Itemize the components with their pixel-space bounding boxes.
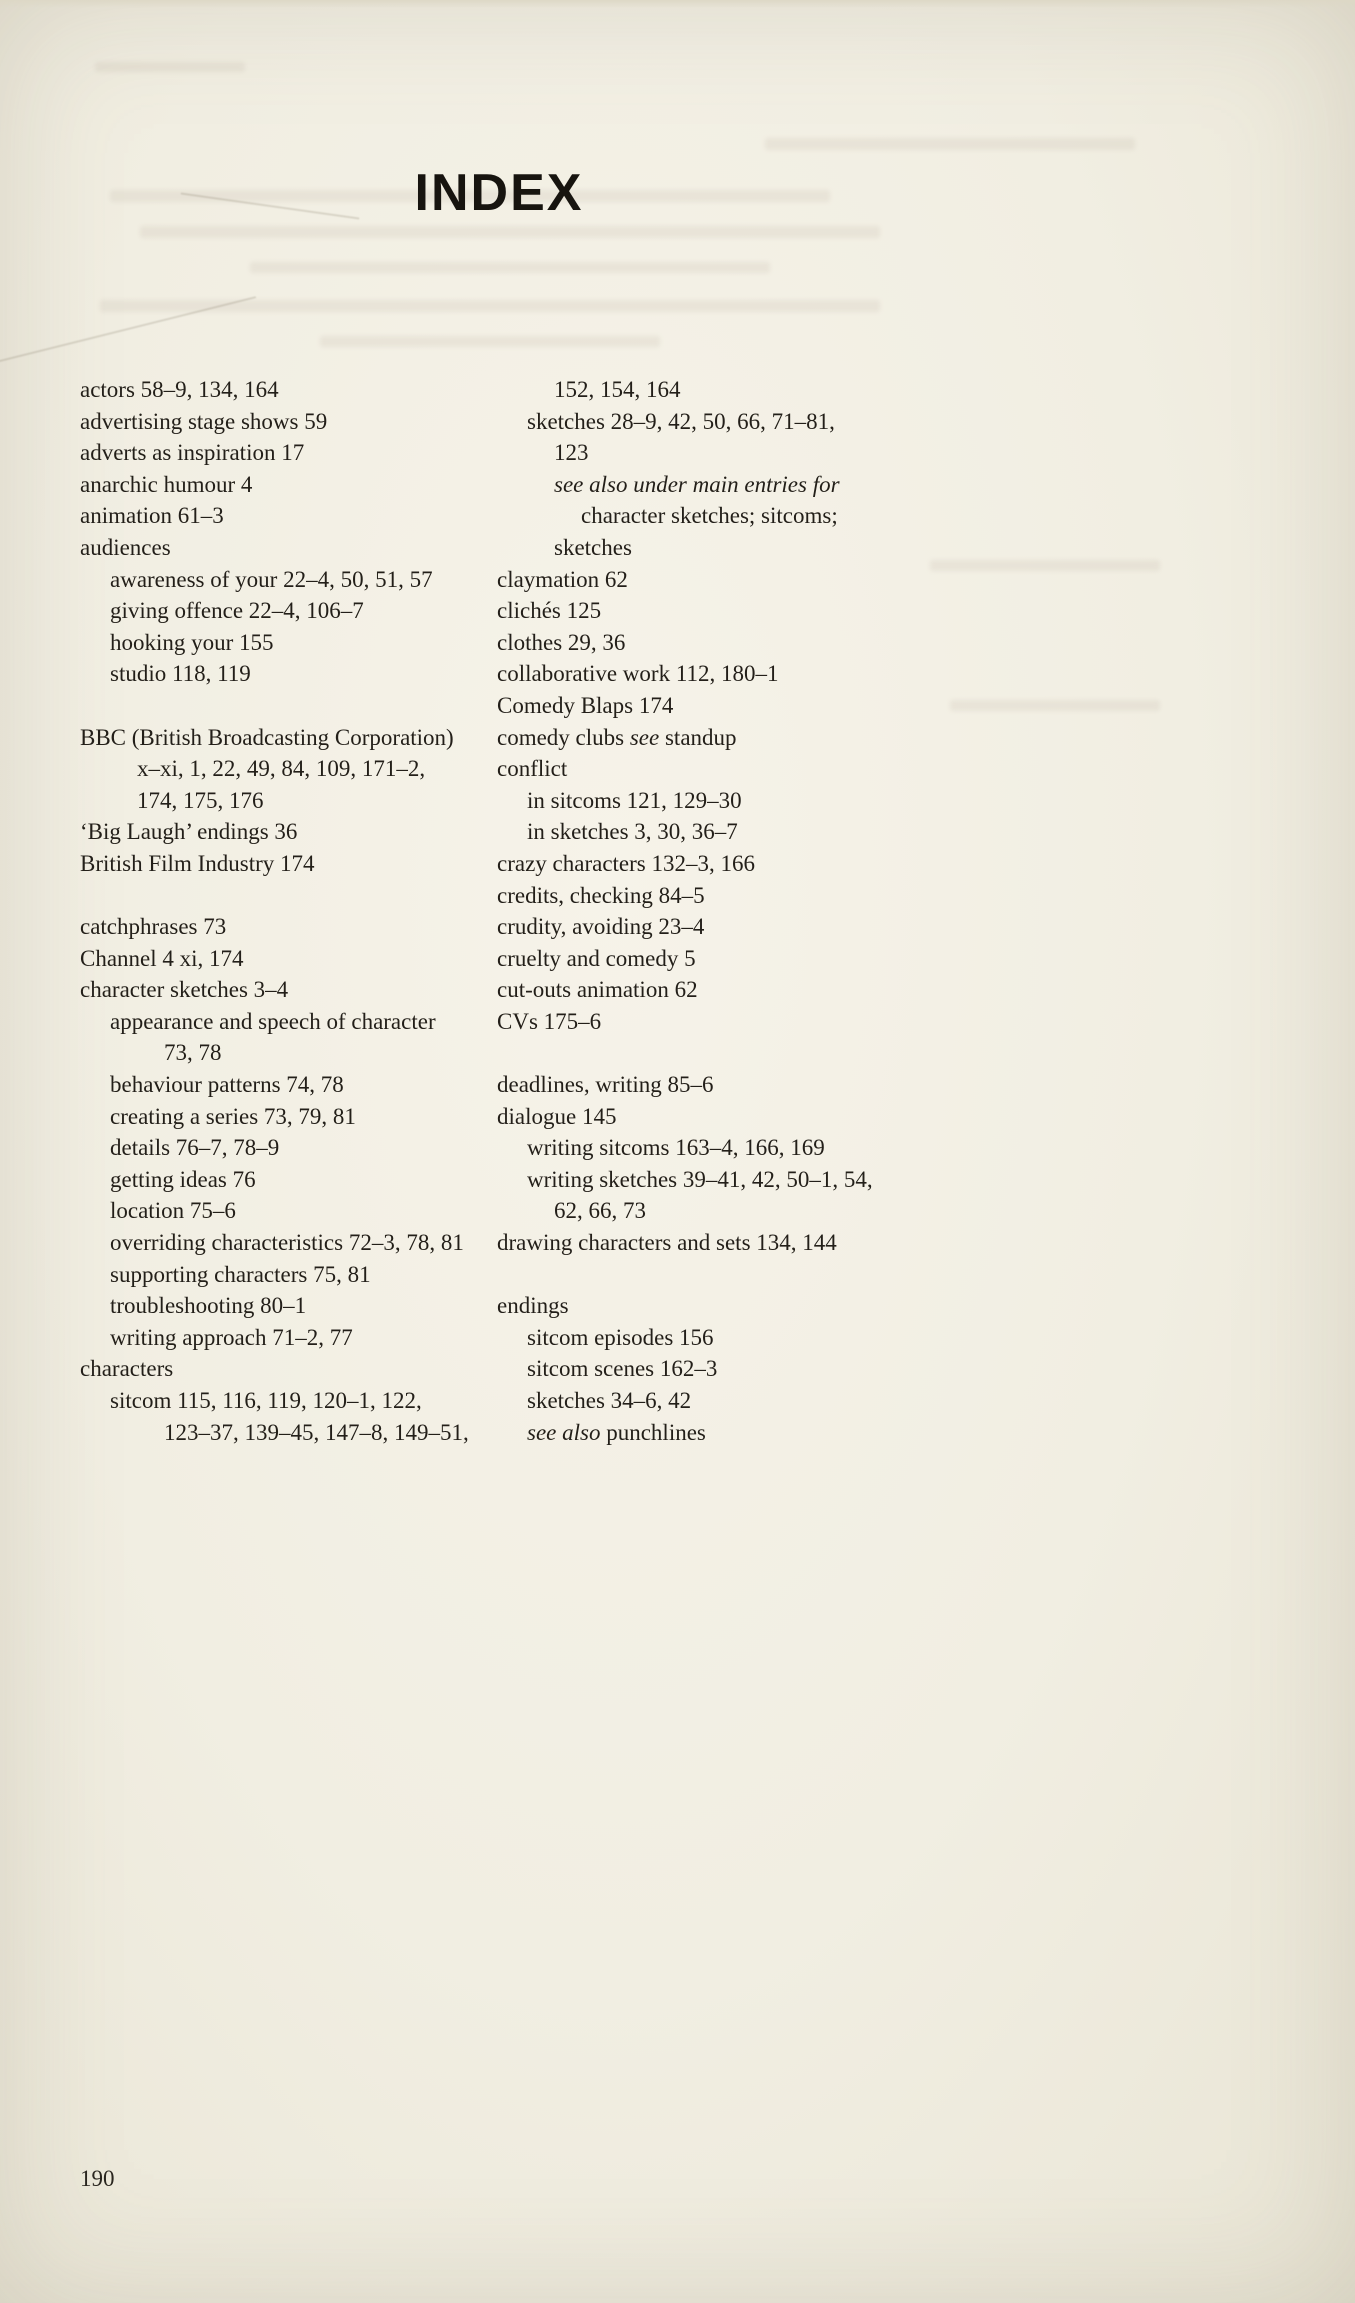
index-entry-text: crazy characters 132–3, 166 [497, 850, 755, 876]
showthrough-mark [930, 560, 1160, 571]
index-entry-text: 152, 154, 164 [554, 377, 681, 402]
index-entry [80, 943, 497, 975]
index-entry-text: overriding characteristics 72–3, 78, 81 [110, 1230, 464, 1256]
index-entry-text: claymation 62 [497, 566, 628, 592]
index-entry [80, 816, 497, 848]
index-entry [497, 722, 925, 754]
index-entry-text: audiences [80, 534, 171, 560]
index-entry [80, 469, 497, 501]
index-entry [497, 627, 925, 659]
index-entry [80, 1037, 497, 1069]
index-entry-text: sitcom scenes 162–3 [527, 1356, 718, 1382]
index-entry-text: adverts as inspiration 17 [80, 440, 305, 466]
index-entry-text: location 75–6 [110, 1198, 236, 1224]
index-entry [80, 1069, 497, 1101]
index-entry-text: studio 118, 119 [110, 661, 251, 687]
index-entry-text: sitcom episodes 156 [527, 1324, 714, 1350]
page-number: 190 [80, 2166, 115, 2191]
index-entry-text: clichés 125 [497, 598, 602, 624]
index-entry-text: 123–37, 139–45, 147–8, 149–51, [164, 1419, 469, 1445]
index-entry [80, 1322, 497, 1354]
index-entry-text: behaviour patterns 74, 78 [110, 1072, 344, 1098]
index-entry [497, 1353, 925, 1385]
index-entry [80, 1259, 497, 1291]
index-entry-text: troubleshooting 80–1 [110, 1293, 307, 1319]
index-entry-text: giving offence 22–4, 106–7 [110, 598, 364, 624]
index-entry [80, 627, 497, 659]
index-entry [497, 564, 925, 596]
index-entry-text: character sketches 3–4 [80, 977, 289, 1003]
index-entry-text-italic: see also [527, 1419, 601, 1445]
index-entry [497, 1101, 925, 1133]
index-entry-text: endings [497, 1293, 569, 1319]
showthrough-mark [950, 700, 1160, 711]
index-entry-text: characters [80, 1356, 174, 1382]
index-entry-text: 62, 66, 73 [554, 1198, 646, 1224]
index-entry [80, 753, 497, 785]
index-entry [80, 500, 497, 532]
index-entry [497, 943, 925, 975]
index-entry-text: credits, checking 84–5 [497, 882, 705, 908]
index-entry [80, 911, 497, 943]
page-title: INDEX [414, 163, 584, 222]
index-entry [497, 406, 925, 438]
index-entry [497, 658, 925, 690]
index-entry-text: animation 61–3 [80, 503, 224, 529]
index-entry-text: sketches 28–9, 42, 50, 66, 71–81, [527, 408, 835, 434]
index-entry [80, 1132, 497, 1164]
index-entry [497, 437, 925, 469]
index-gap [497, 1037, 925, 1069]
index-entry [497, 1417, 925, 1449]
index-entry [80, 722, 497, 754]
index-entry [497, 785, 925, 817]
index-entry-text: clothes 29, 36 [497, 629, 626, 655]
index-left-column [80, 374, 497, 1448]
index-entry [80, 1385, 497, 1417]
index-entry-text: Channel 4 xi, 174 [80, 945, 244, 971]
index-entry [497, 374, 925, 406]
index-entry [80, 974, 497, 1006]
index-entry-text: writing sitcoms 163–4, 166, 169 [527, 1135, 825, 1161]
index-entry-text: cut-outs animation 62 [497, 977, 698, 1003]
index-entry-text-italic: see [629, 724, 660, 750]
index-entry-text: getting ideas 76 [110, 1166, 256, 1192]
index-entry [80, 1101, 497, 1133]
scan-edge-shadow [0, 0, 1355, 8]
index-entry [497, 1290, 925, 1322]
index-entry [497, 1069, 925, 1101]
showthrough-mark [95, 62, 245, 72]
index-entry [80, 1195, 497, 1227]
index-entry-text: writing approach 71–2, 77 [110, 1324, 353, 1350]
index-entry [80, 564, 497, 596]
index-entry [80, 437, 497, 469]
index-entry [497, 848, 925, 880]
index-entry [80, 1417, 497, 1449]
index-entry-text: sketches [554, 534, 632, 560]
index-entry-text: BBC (British Broadcasting Corporation) [80, 724, 454, 750]
index-entry-text: writing sketches 39–41, 42, 50–1, 54, [527, 1166, 873, 1192]
index-gap [497, 1259, 925, 1291]
index-entry-text: advertising stage shows 59 [80, 408, 328, 434]
index-entry [80, 1290, 497, 1322]
index-entry [497, 816, 925, 848]
index-entry [497, 1006, 925, 1038]
index-entry-text: conflict [497, 756, 568, 782]
index-entry-text: punchlines [600, 1419, 706, 1445]
index-entry [497, 753, 925, 785]
index-entry-text: hooking your 155 [110, 629, 274, 655]
index-entry [497, 1164, 925, 1196]
index-entry [497, 911, 925, 943]
showthrough-mark [250, 262, 770, 273]
index-entry [497, 974, 925, 1006]
index-entry-text: 174, 175, 176 [137, 787, 264, 813]
index-entry-text: character sketches; sitcoms; [581, 503, 838, 529]
index-entry-text-italic: see also under main entries for [554, 471, 840, 497]
index-entry [80, 785, 497, 817]
showthrough-mark [140, 226, 880, 238]
index-entry [80, 1353, 497, 1385]
index-entry-text: Comedy Blaps 174 [497, 692, 674, 718]
index-entry [497, 500, 925, 532]
index-entry-text: cruelty and comedy 5 [497, 945, 696, 971]
index-entry [497, 1132, 925, 1164]
index-entry-text: dialogue 145 [497, 1103, 617, 1129]
index-entry-text: in sketches 3, 30, 36–7 [527, 819, 738, 845]
index-entry [497, 1322, 925, 1354]
index-entry-text: deadlines, writing 85–6 [497, 1072, 714, 1098]
index-entry-text: actors 58–9, 134, 164 [80, 377, 279, 402]
index-entry-text: comedy clubs [497, 724, 630, 750]
index-entry-text: 73, 78 [164, 1040, 222, 1066]
index-entry-text: collaborative work 112, 180–1 [497, 661, 779, 687]
showthrough-mark [765, 138, 1135, 150]
index-entry [80, 658, 497, 690]
showthrough-mark [320, 336, 660, 347]
index-gap [80, 880, 497, 912]
index-right-column [497, 374, 925, 1448]
index-entry [80, 532, 497, 564]
index-entry [80, 848, 497, 880]
index-entry-text: ‘Big Laugh’ endings 36 [80, 819, 298, 845]
index-gap [80, 690, 497, 722]
index-entry-text: creating a series 73, 79, 81 [110, 1103, 356, 1129]
index-entry [80, 595, 497, 627]
index-entry-text: details 76–7, 78–9 [110, 1135, 280, 1161]
index-entry-text: 123 [554, 440, 589, 466]
index-entry-text: in sitcoms 121, 129–30 [527, 787, 742, 813]
index-entry [80, 374, 497, 406]
index-entry [80, 406, 497, 438]
index-entry [80, 1227, 497, 1259]
index-entry [497, 1385, 925, 1417]
index-entry [497, 1227, 925, 1259]
index-entry [497, 595, 925, 627]
index-entry [497, 880, 925, 912]
index-entry [80, 1164, 497, 1196]
index-entry-text: drawing characters and sets 134, 144 [497, 1230, 837, 1256]
index-entry-text: supporting characters 75, 81 [110, 1261, 371, 1287]
index-entry-text: anarchic humour 4 [80, 471, 253, 497]
index-entry-text: standup [659, 724, 737, 750]
index-entry [497, 532, 925, 564]
index-entry [80, 1006, 497, 1038]
index-entry-text: appearance and speech of character [110, 1008, 436, 1034]
index-entry-text: CVs 175–6 [497, 1008, 602, 1034]
index-entry [497, 690, 925, 722]
index-columns [80, 374, 925, 1448]
index-entry-text: British Film Industry 174 [80, 850, 315, 876]
index-entry-text: catchphrases 73 [80, 914, 227, 940]
index-entry-text: sitcom 115, 116, 119, 120–1, 122, [110, 1388, 422, 1413]
index-entry [497, 1195, 925, 1227]
index-entry-text: sketches 34–6, 42 [527, 1388, 692, 1413]
index-entry-text: crudity, avoiding 23–4 [497, 914, 705, 940]
index-entry [497, 469, 925, 501]
index-entry-text: awareness of your 22–4, 50, 51, 57 [110, 566, 433, 592]
index-entry-text: x–xi, 1, 22, 49, 84, 109, 171–2, [137, 756, 426, 782]
